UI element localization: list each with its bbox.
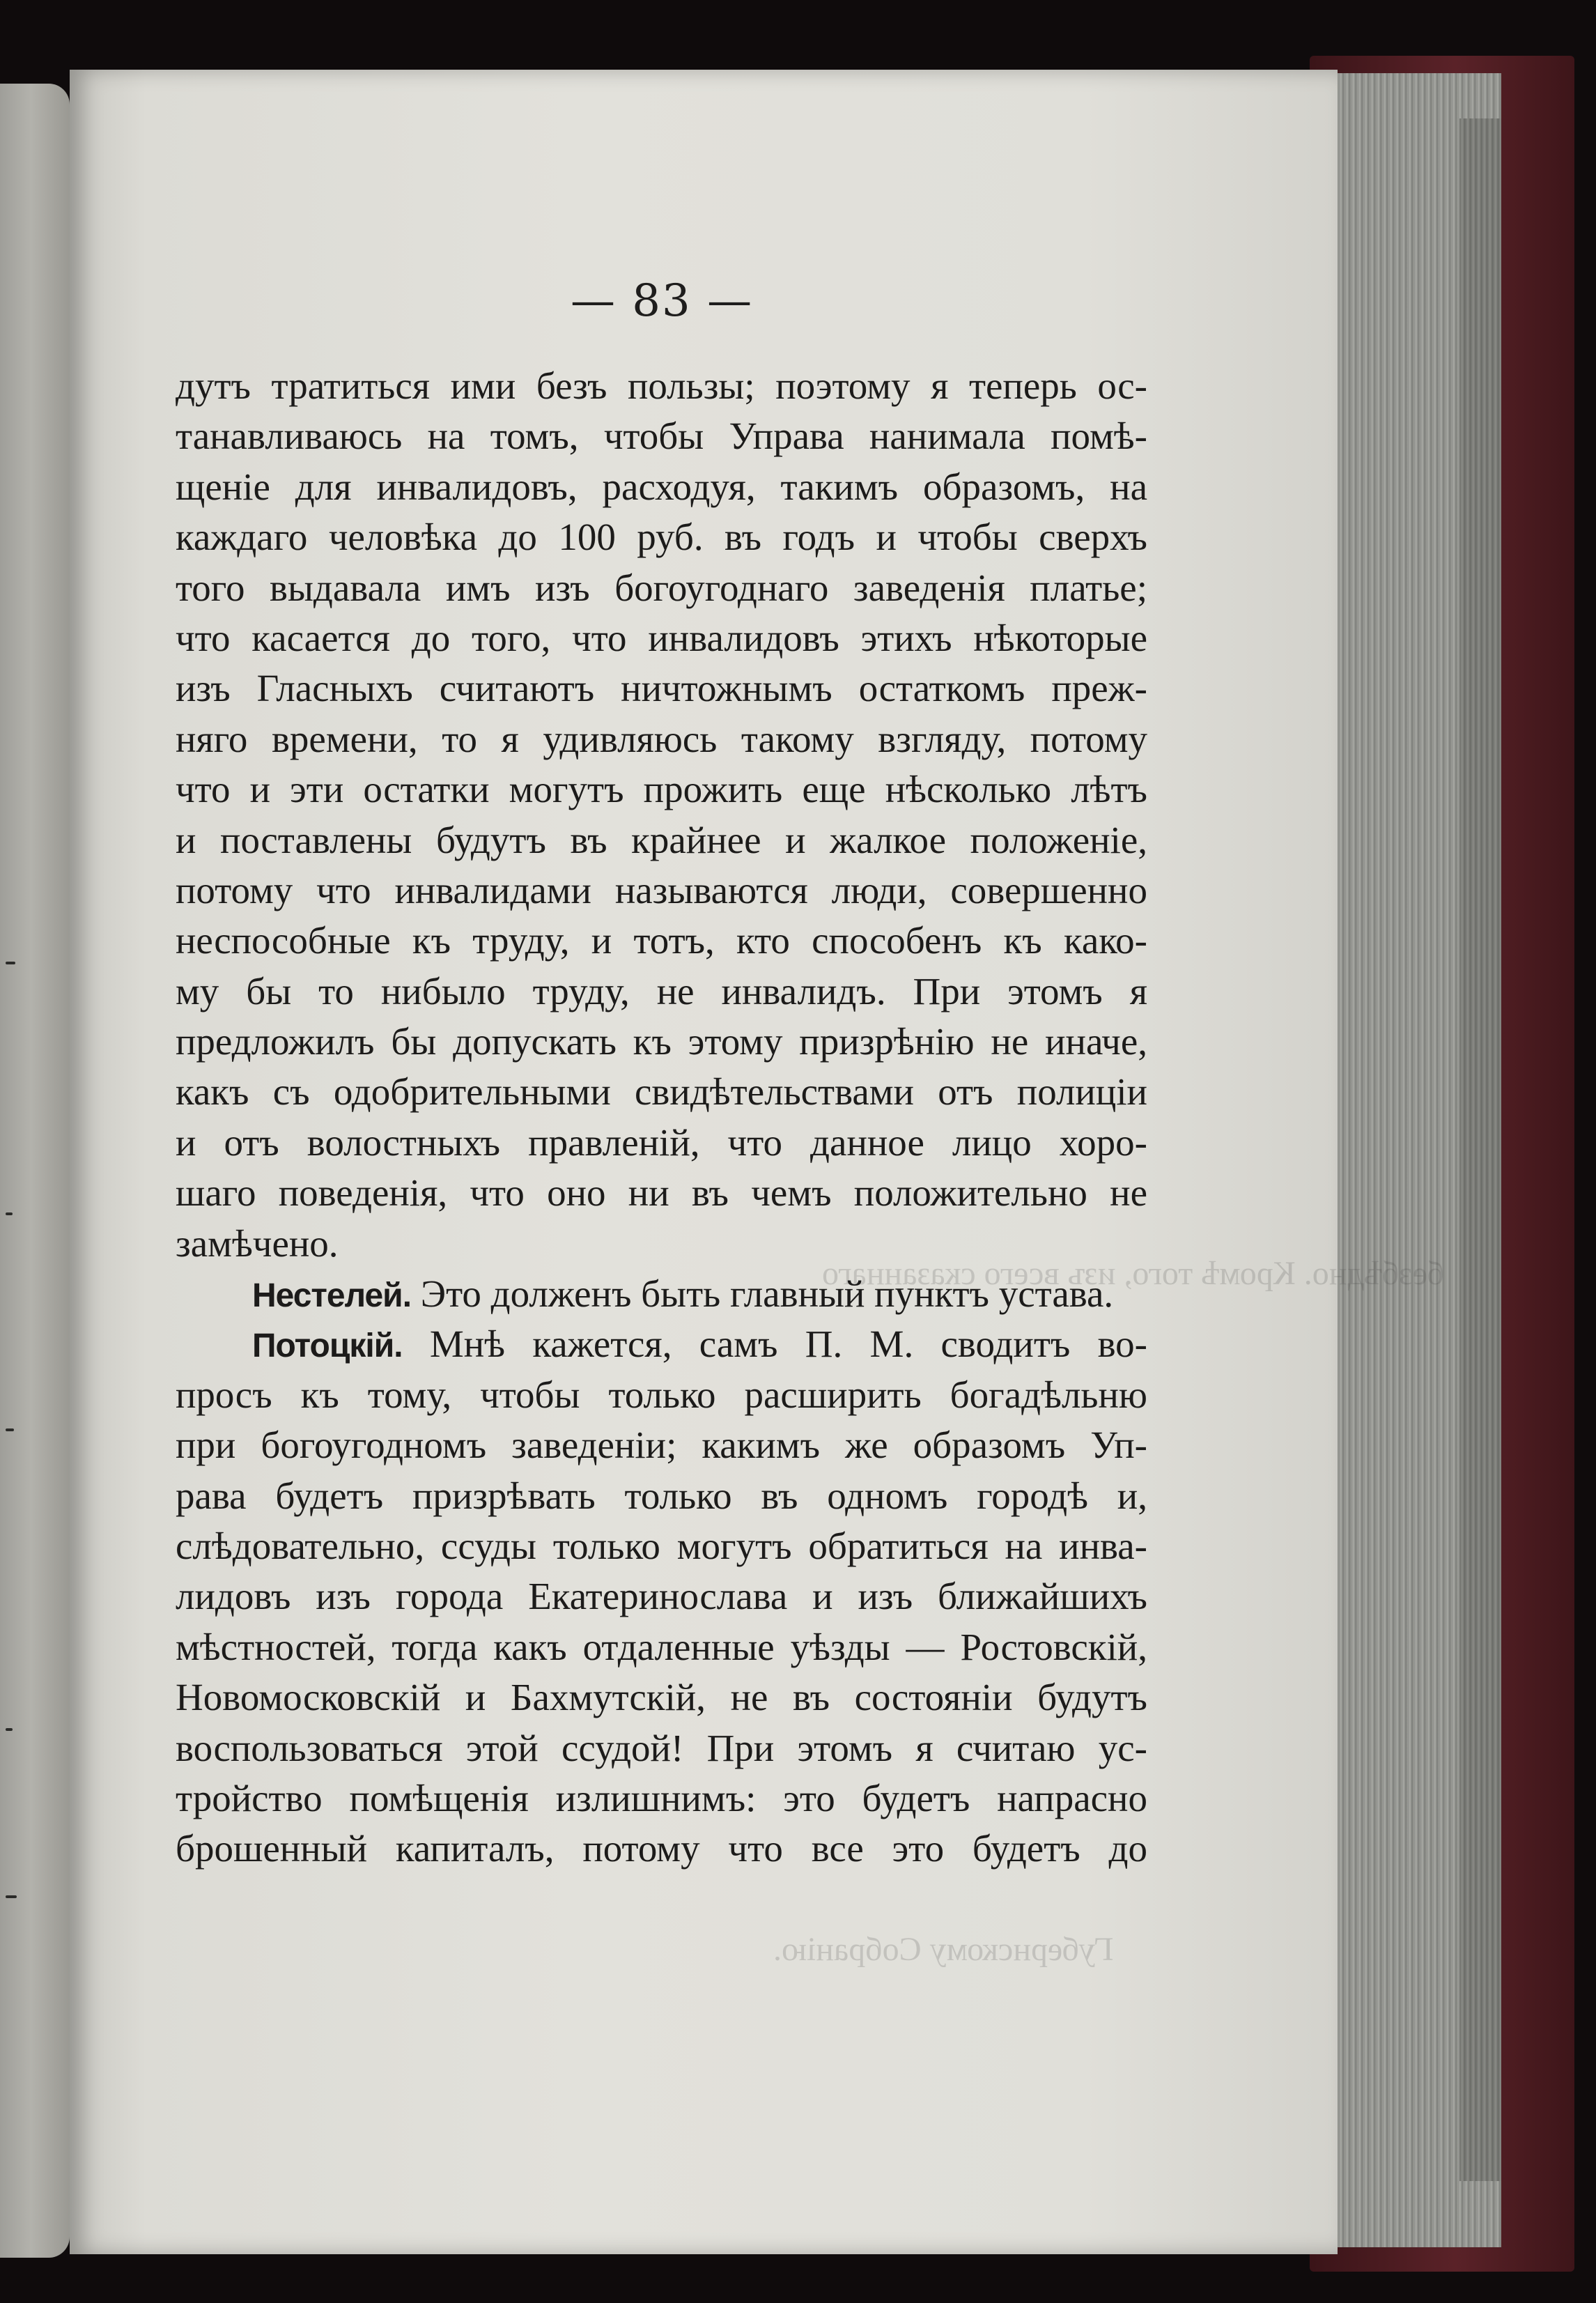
text-line: тройство помѣщенія излишнимъ: это будетъ напрасно (176, 1776, 1147, 1819)
text-line: му бы то нибыло труду, не инвалидъ. При этомъ я (176, 969, 1147, 1012)
previous-page-mark (6, 1428, 14, 1431)
text-line: брошенный капиталъ, потому что все это будетъ до (176, 1827, 1147, 1870)
text-line: что касается до того, что инвалидовъ этихъ нѣкоторые (176, 616, 1147, 659)
paragraph-1 (176, 361, 1147, 1269)
bleed-through-text: безбѣдно. Кромѣ того, изъ всего сказаннаго (822, 1255, 1444, 1292)
page-block-edges-inner (1459, 118, 1501, 2181)
paragraph-3 (176, 1370, 1147, 1874)
page-text (176, 361, 1147, 1874)
text-line: няго времени, то я удивляюсь такому взгляду, потому (176, 717, 1147, 760)
speech-text: Мнѣ кажется, самъ П. М. сводитъ во- (429, 1323, 1147, 1366)
text-line: просъ къ тому, чтобы только расширить богадѣльню (176, 1373, 1147, 1416)
text-line: и поставлены будутъ въ крайнее и жалкое положеніе, (176, 818, 1147, 861)
previous-page-edge (0, 84, 70, 2258)
text-line: предложилъ бы допускать къ этому призрѣнію не иначе, (176, 1020, 1147, 1063)
text-line: каждаго человѣка до 100 руб. въ годъ и чтобы сверхъ (176, 516, 1147, 559)
text-line: изъ Гласныхъ считаютъ ничтожнымъ остаткомъ преж- (176, 667, 1147, 710)
paragraph-2 (176, 1269, 1147, 1319)
text-line: Новомосковскій и Бахмутскій, не въ состояніи будутъ (176, 1676, 1147, 1719)
text-line: мѣстностей, тогда какъ отдаленные уѣзды — Ростовскій, (176, 1625, 1147, 1668)
text-line: неспособные къ труду, и тотъ, кто способенъ къ како- (176, 919, 1147, 962)
text-line: рава будетъ призрѣвать только въ одномъ городѣ и, (176, 1474, 1147, 1517)
text-line: шаго поведенія, что оно ни въ чемъ положительно не (176, 1171, 1147, 1215)
paragraph-3-first-line (176, 1319, 1147, 1369)
previous-page-mark (6, 1895, 17, 1898)
text-line: воспользоваться этой ссудой! При этомъ я считаю ус- (176, 1726, 1147, 1769)
text-line: слѣдовательно, ссуды только могутъ обратиться на инва- (176, 1524, 1147, 1567)
text-line: что и эти остатки могутъ прожить еще нѣсколько лѣтъ (176, 768, 1147, 811)
speaker-name: Потоцкій. (252, 1327, 403, 1365)
previous-page-mark (6, 962, 15, 964)
text-line: того выдавала имъ изъ богоугоднаго заведенія платье; (176, 566, 1147, 609)
text-line: какъ съ одобрительными свидѣтельствами отъ полиціи (176, 1070, 1147, 1114)
text-line: дутъ тратиться ими безъ пользы; поэтому я теперь ос- (176, 364, 1147, 407)
text-line: щеніе для инвалидовъ, расходуя, такимъ образомъ, на (176, 465, 1147, 508)
text-line: танавливаюсь на томъ, чтобы Управа нанимала помѣ- (176, 415, 1147, 458)
text-line: и отъ волостныхъ правленій, что данное лицо хоро- (176, 1120, 1147, 1164)
previous-page-mark (6, 1728, 13, 1731)
speech-text: Это долженъ быть главный пунктъ устава. (420, 1272, 1114, 1316)
text-line: при богоугодномъ заведеніи; какимъ же образомъ Уп- (176, 1424, 1147, 1467)
previous-page-mark (6, 1212, 13, 1215)
page-number: — 83 — (570, 275, 754, 327)
text-line: лидовъ изъ города Екатеринослава и изъ ближайшихъ (176, 1575, 1147, 1618)
text-line: потому что инвалидами называются люди, совершенно (176, 868, 1147, 911)
text-line: замѣчено. (176, 1222, 339, 1265)
bleed-through-text: Губернскому Собранію. (773, 1931, 1114, 1968)
speaker-name: Нестелей. (252, 1277, 412, 1315)
